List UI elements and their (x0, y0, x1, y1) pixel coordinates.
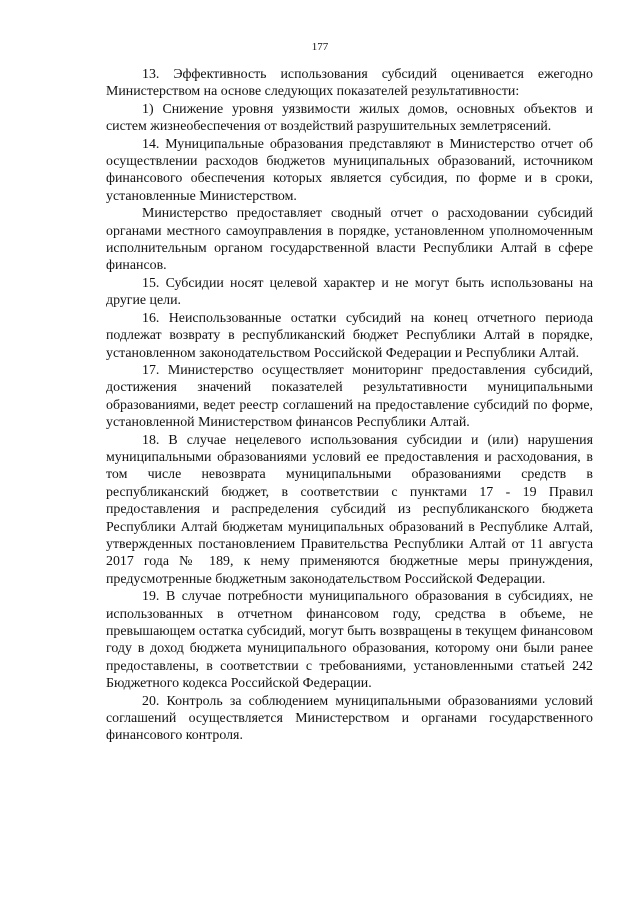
paragraph-15: 15. Субсидии носят целевой характер и не могут быть использованы на другие цели. (106, 275, 593, 309)
paragraph-19: 19. В случае потребности муниципального образования в субсидиях, не использованных в отчетном финансовом году, средства в объеме, не превышающем остатка субсидий, могут быть возвращены в текущем финансовом году в доход бюджета муниципального образования, которому они были ранее предоставлены, в соответствии с требованиями, установленными статьей 242 Бюджетного кодекса Российской Федерации. (106, 589, 593, 692)
paragraph-17: 17. Министерство осуществляет мониторинг предоставления субсидий, достижения значений показателей результативности муниципальными образованиями, ведет реестр соглашений на предоставление субсидий по форме, установленной Министерством финансов Республики Алтай. (106, 362, 593, 431)
paragraph-18: 18. В случае нецелевого использования субсидии и (или) нарушения муниципальными образованиями условий ее предоставления и расходования, в том числе невозврата муниципальными образованиями средств в республиканский бюджет, в соответствии с пунктами 17 - 19 Правил предоставления и распределения субсидий из республиканского бюджета Республики Алтай бюджетам муниципальных образований в Республике Алтай, утвержденных постановлением Правительства Республики Алтай от 11 августа 2017 года № 189, к нему применяются бюджетные меры принуждения, предусмотренные бюджетным законодательством Российской Федерации. (106, 432, 593, 587)
paragraph-16: 16. Неиспользованные остатки субсидий на конец отчетного периода подлежат возврату в республиканский бюджет Республики Алтай в порядке, установленном законодательством Российской Федерации и Республики Алтай. (106, 310, 593, 361)
paragraph-14-ministry-report: Министерство предоставляет сводный отчет о расходовании субсидий органами местного самоуправления в порядке, установленном уполномоченным исполнительным органом государственной власти Республики Алтай в сфере финансов. (106, 206, 593, 274)
paragraph-13-intro: 13. Эффективность использования субсидий оценивается ежегодно Министерством на основе следующих показателей результативности: (106, 67, 593, 100)
paragraph-14: 14. Муниципальные образования представляют в Министерство отчет об осуществлении расходов бюджетов муниципальных образований, источником финансового обеспечения которых является субсидия, по форме и в сроки, установленные Министерством. (106, 136, 593, 204)
paragraph-20: 20. Контроль за соблюдением муниципальными образованиями условий соглашений осуществляется Министерством и органами государственного финансового контроля. (106, 693, 593, 744)
document-body (106, 66, 593, 745)
paragraph-13-indicator-1: 1) Снижение уровня уязвимости жилых домов, основных объектов и систем жизнеобеспечения от воздействий разрушительных землетрясений. (106, 101, 593, 135)
page-number: 177 (311, 41, 329, 53)
